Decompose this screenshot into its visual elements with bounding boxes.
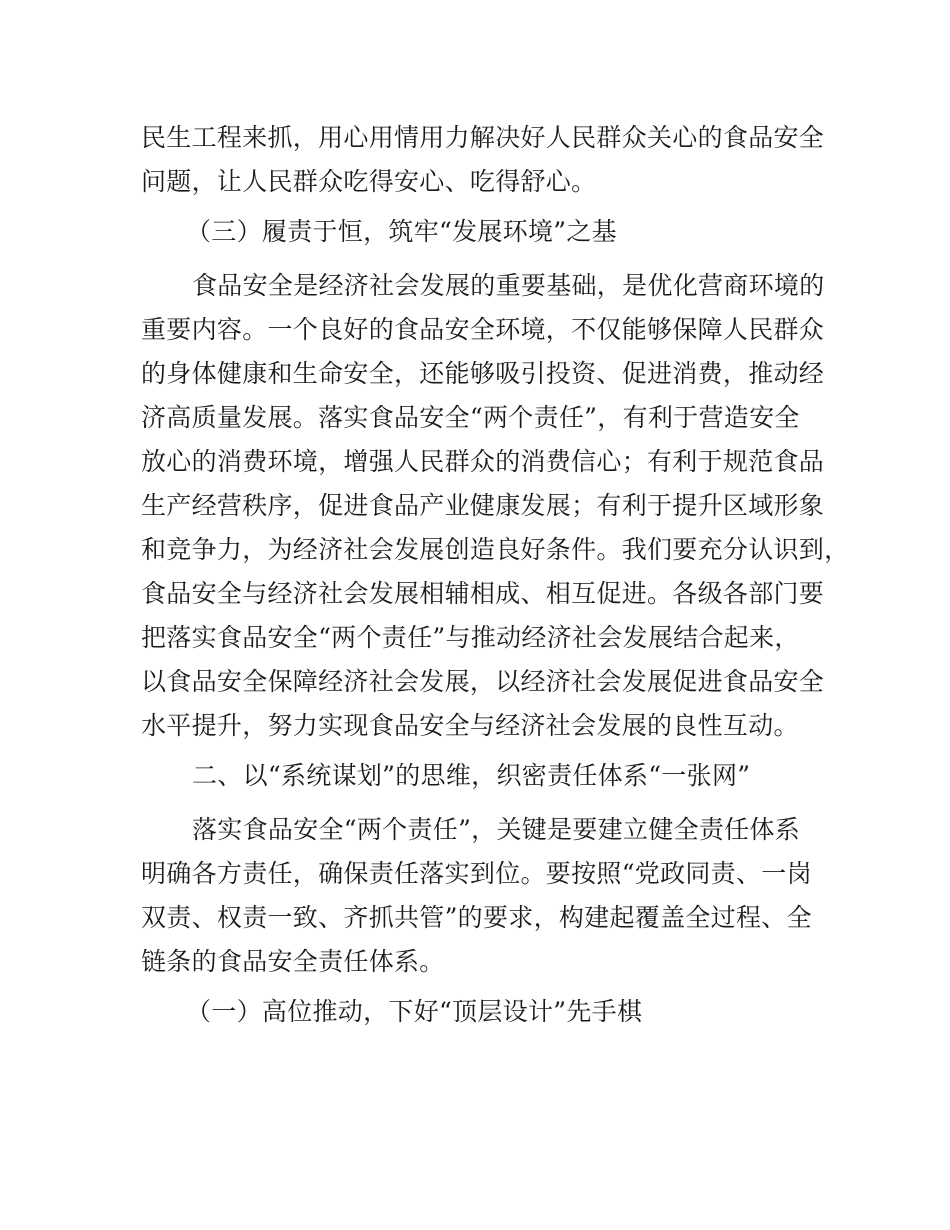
subsection-heading: （一）高位推动，下好“顶层设计”先手棋 xyxy=(186,997,643,1026)
body-line: 问题，让人民群众吃得安心、吃得舒心。 xyxy=(141,167,597,196)
body-line: 落实食品安全“两个责任”，关键是要建立健全责任体系 xyxy=(192,815,801,844)
body-line: 生产经营秩序，促进食品产业健康发展；有利于提升区域形象 xyxy=(141,491,825,520)
body-line: 食品安全与经济社会发展相辅相成、相互促进。各级各部门要 xyxy=(141,579,825,608)
body-line: 济高质量发展。落实食品安全“两个责任”，有利于营造安全 xyxy=(141,403,800,432)
body-line: 双责、权责一致、齐抓共管”的要求，构建起覆盖全过程、全 xyxy=(141,903,812,932)
body-line: 把落实食品安全“两个责任”与推动经济社会发展结合起来， xyxy=(141,623,800,652)
body-line: 链条的食品安全责任体系。 xyxy=(141,947,445,976)
body-line: 放心的消费环境，增强人民群众的消费信心；有利于规范食品 xyxy=(141,447,825,476)
section-heading: 二、以“系统谋划”的思维，织密责任体系“一张网” xyxy=(192,761,751,790)
body-line: 食品安全是经济社会发展的重要基础，是优化营商环境的 xyxy=(192,271,825,300)
body-line: 民生工程来抓，用心用情用力解决好人民群众关心的食品安全 xyxy=(141,123,825,152)
body-line: 水平提升，努力实现食品安全与经济社会发展的良性互动。 xyxy=(141,711,799,740)
body-line: 重要内容。一个良好的食品安全环境，不仅能够保障人民群众 xyxy=(141,315,825,344)
subsection-heading: （三）履责于恒，筑牢“发展环境”之基 xyxy=(186,217,617,246)
body-line: 明确各方责任，确保责任落实到位。要按照“党政同责、一岗 xyxy=(141,859,812,888)
body-line: 和竞争力，为经济社会发展创造良好条件。我们要充分认识到， xyxy=(141,535,850,564)
body-line: 的身体健康和生命安全，还能够吸引投资、促进消费，推动经 xyxy=(141,359,825,388)
body-line: 以食品安全保障经济社会发展，以经济社会发展促进食品安全 xyxy=(141,667,825,696)
